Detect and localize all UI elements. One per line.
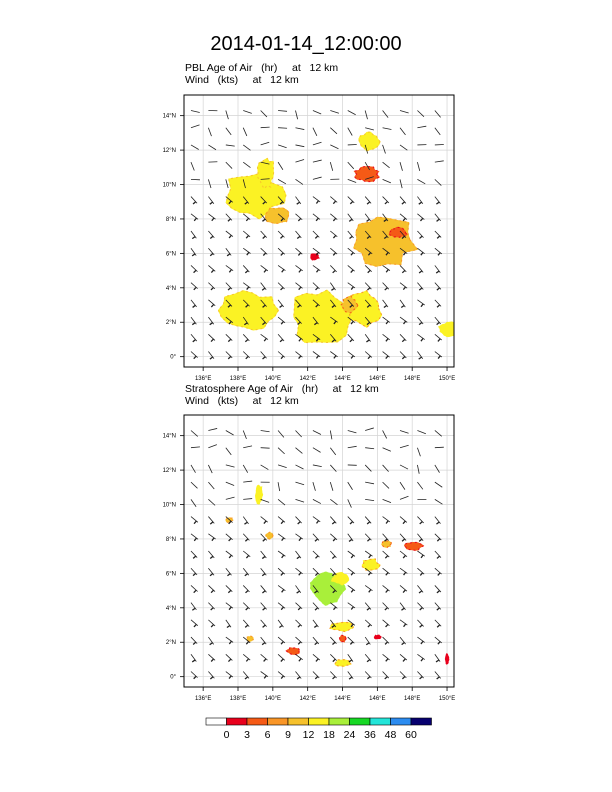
colorbar-label: 48 [384, 729, 397, 741]
colorbar-label: 9 [285, 729, 291, 741]
y-tick-label: 8°N [165, 536, 176, 543]
y-tick-label: 10°N [162, 502, 176, 509]
colorbar-swatch [247, 718, 268, 725]
map-background [184, 415, 454, 687]
y-tick-label: 4°N [165, 285, 176, 292]
y-tick-label: 14°N [162, 113, 176, 120]
map-panel-2 [163, 415, 456, 702]
x-tick-label: 150°E [438, 696, 456, 702]
y-tick-label: 6°N [165, 251, 176, 258]
wind-barb [278, 128, 287, 129]
colorbar-swatch [329, 718, 350, 725]
colorbar-swatch [309, 718, 330, 725]
colorbar-swatch [350, 718, 371, 725]
y-tick-label: 12°N [162, 468, 176, 475]
colorbar-label: 60 [405, 729, 417, 741]
panel2-title: Stratosphere Age of Air (hr) at 12 km [185, 383, 379, 395]
colorbar-swatch [288, 718, 309, 725]
x-tick-label: 144°E [334, 376, 351, 382]
colorbar-label: 24 [343, 729, 356, 741]
colorbar-swatch [227, 718, 248, 725]
y-tick-label: 4°N [165, 605, 176, 612]
y-tick-label: 12°N [162, 148, 176, 155]
figure-title: 2014-01-14_12:00:00 [210, 33, 402, 55]
x-tick-label: 146°E [369, 376, 386, 382]
x-tick-label: 148°E [403, 376, 421, 382]
x-tick-label: 136°E [194, 696, 212, 702]
x-tick-label: 146°E [369, 696, 386, 702]
x-tick-label: 138°E [229, 696, 247, 702]
colorbar-swatch [391, 718, 412, 725]
age-region [265, 208, 289, 224]
x-tick-label: 150°E [438, 376, 456, 382]
panel1-subtitle: Wind (kts) at 12 km [185, 74, 299, 86]
colorbar-swatch [206, 718, 227, 725]
x-tick-label: 148°E [403, 696, 421, 702]
y-tick-label: 0° [170, 354, 176, 361]
y-tick-label: 6°N [165, 571, 176, 578]
wind-barb [435, 447, 444, 448]
y-tick-label: 14°N [162, 433, 176, 440]
colorbar-label: 18 [323, 729, 335, 741]
x-tick-label: 144°E [334, 696, 351, 702]
map-panel-1 [163, 95, 460, 382]
colorbar-label: 12 [302, 729, 315, 741]
colorbar-swatch [268, 718, 289, 725]
x-tick-label: 136°E [194, 376, 212, 382]
panel1-title: PBL Age of Air (hr) at 12 km [185, 62, 339, 74]
y-tick-label: 2°N [165, 640, 176, 647]
x-tick-label: 142°E [299, 696, 316, 702]
colorbar-label: 3 [244, 729, 250, 741]
panel2-subtitle: Wind (kts) at 12 km [185, 395, 299, 407]
y-tick-label: 8°N [165, 216, 176, 223]
colorbar-swatch [411, 718, 432, 725]
x-tick-label: 140°E [264, 696, 282, 702]
colorbar-label: 36 [364, 729, 376, 741]
colorbar-label: 6 [264, 729, 271, 741]
colorbar-label: 0 [223, 729, 230, 741]
colorbar-swatch [370, 718, 391, 725]
y-tick-label: 10°N [162, 182, 176, 189]
x-tick-label: 138°E [229, 376, 247, 382]
x-tick-label: 140°E [264, 376, 282, 382]
y-tick-label: 2°N [165, 320, 176, 327]
colorbar [206, 718, 432, 741]
y-tick-label: 0° [170, 674, 176, 681]
x-tick-label: 142°E [299, 376, 316, 382]
